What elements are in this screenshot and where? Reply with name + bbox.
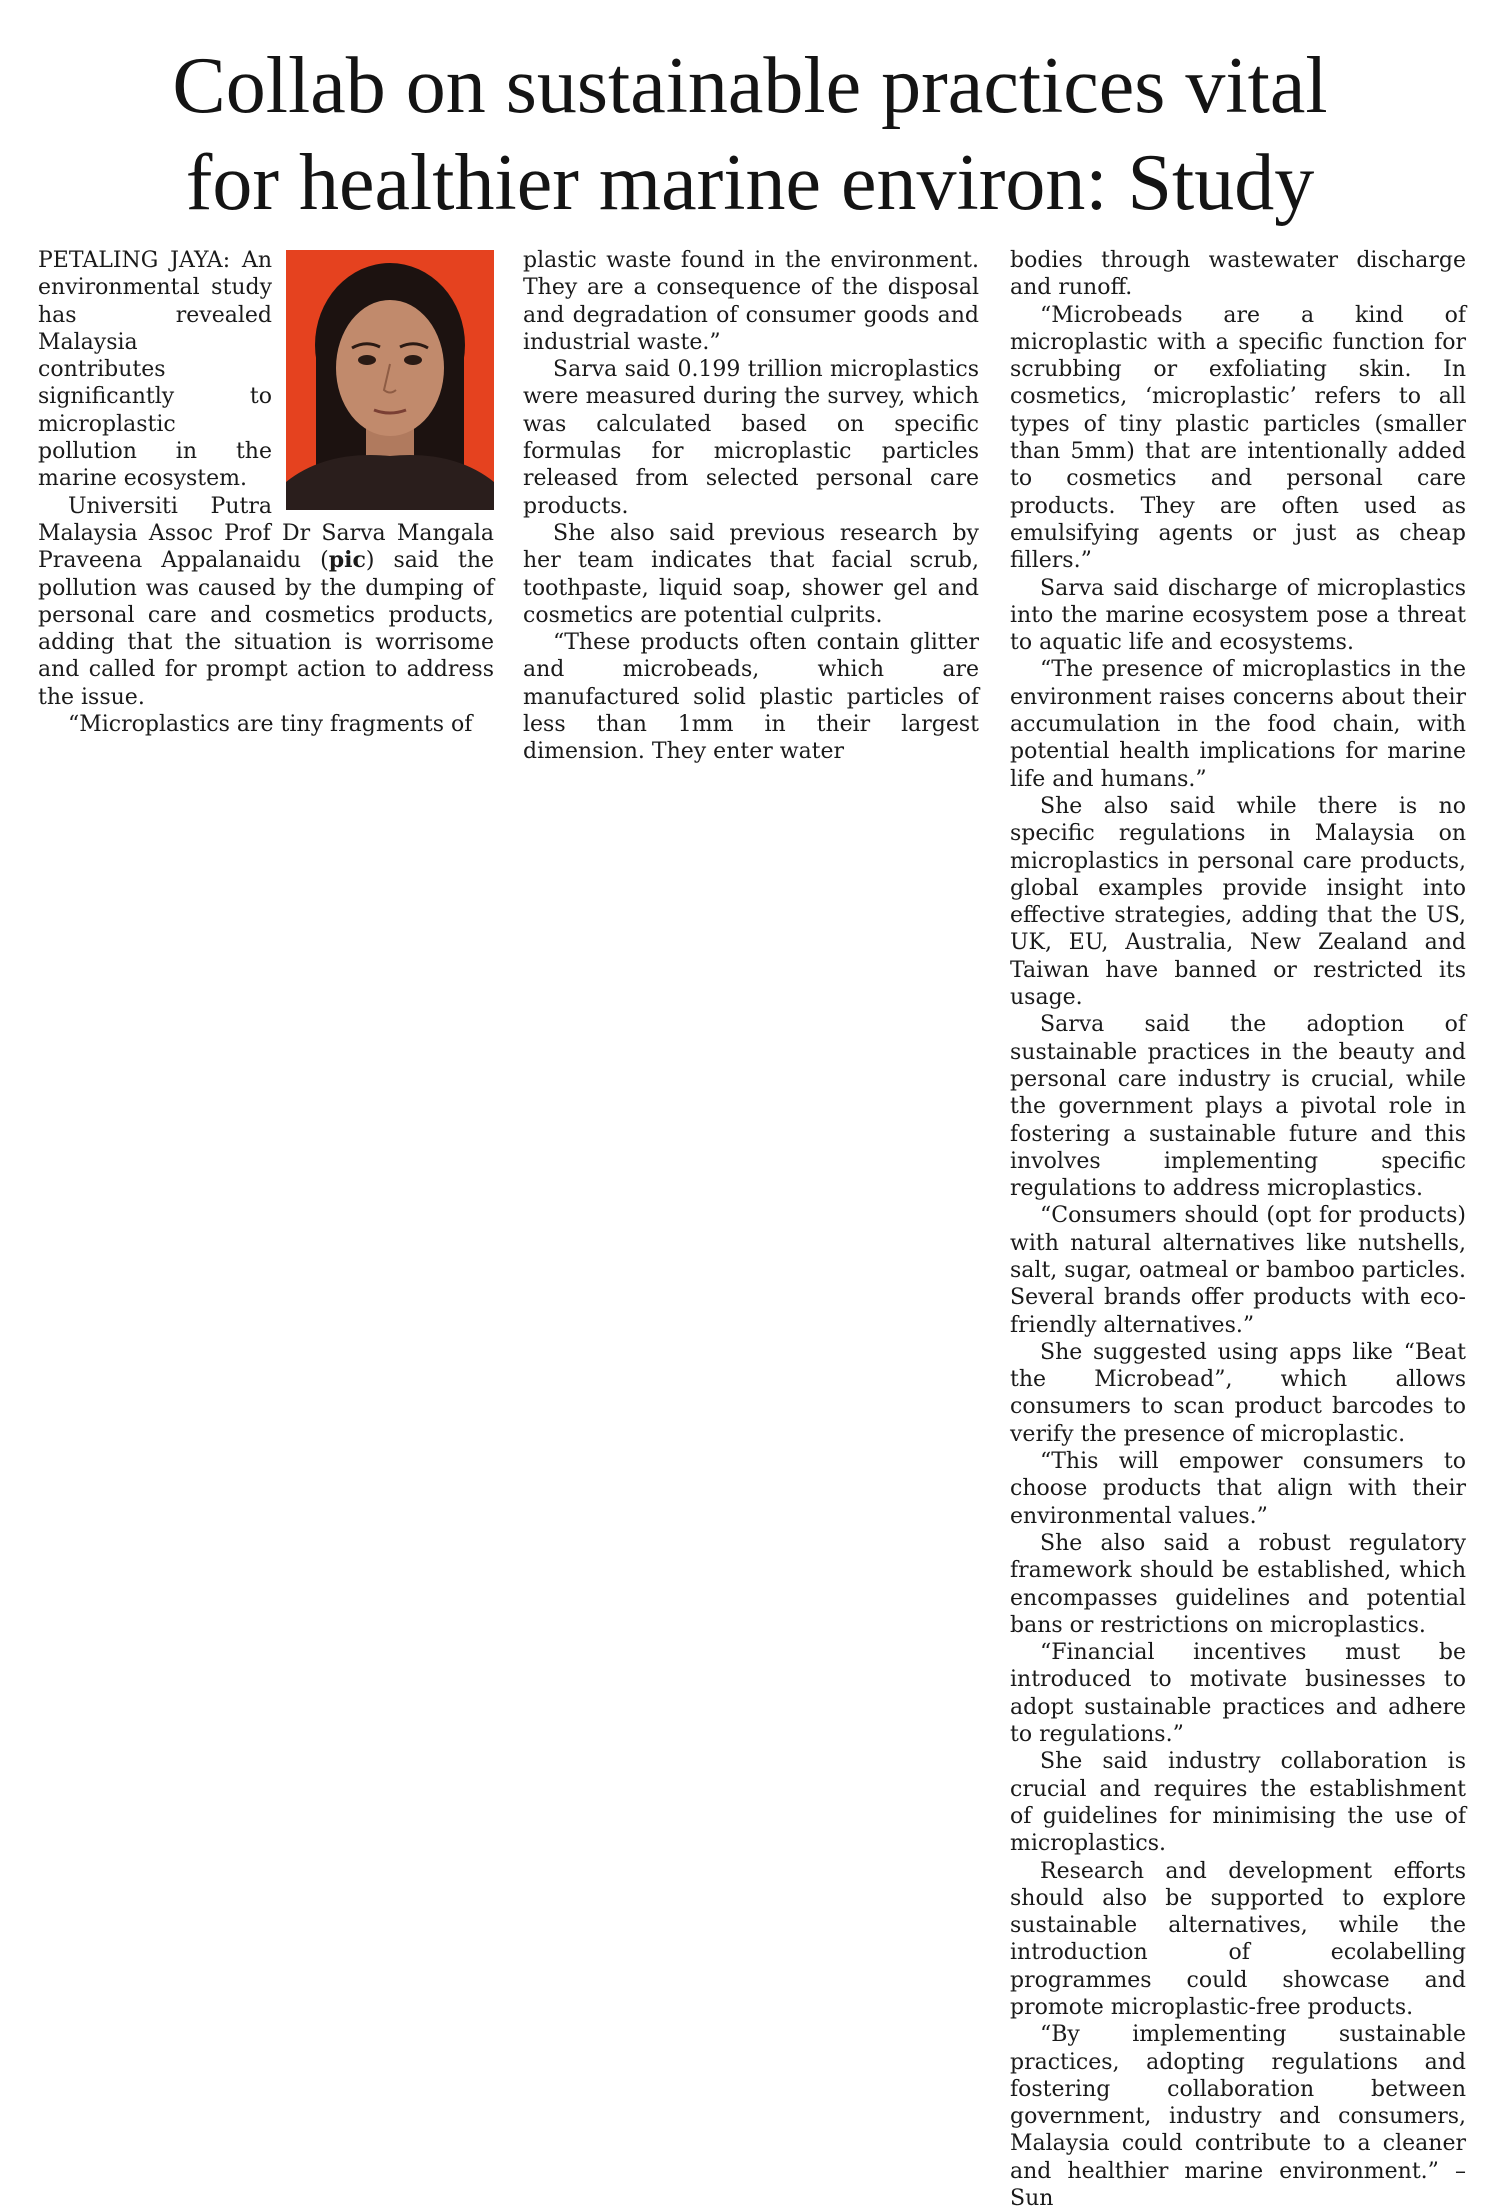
paragraph: “Microbeads are a kind of microplastic with a specific function for scrubbing or exfoliating skin. In cosmetics, ‘microplastic’ refers to all types of tiny plastic particles (smaller than 5mm) that are intentionally added to cosmetics and personal care products. They are often used as emulsifying agents or just as cheap fillers.” — [1010, 302, 1466, 574]
paragraph: “These products often contain glitter and microbeads, which are manufactured solid plastic particles of less than 1mm in their largest dimension. They enter water — [523, 630, 979, 765]
paragraph: “The presence of microplastics in the environment raises concerns about their accumulation in the food chain, with potential health implications for marine life and humans.” — [1010, 657, 1466, 792]
headline — [60, 38, 1440, 232]
text-run: ) said the pollution was caused by the dumping of personal care and cosmetics products, adding that the situation is worrisome and called for prompt action to address the issue. — [38, 548, 495, 710]
paragraph: Research and development efforts should also be supported to explore sustainable alternatives, while the introduction of ecolabelling programmes could showcase and promote microplastic-free products. — [1010, 1858, 1466, 2020]
paragraph: She also said a robust regulatory framework should be established, which encompasses guidelines and potential bans or restrictions on microplastics. — [1010, 1530, 1466, 1638]
paragraph: bodies through wastewater discharge and runoff. — [1010, 248, 1466, 301]
portrait-image — [286, 250, 494, 510]
headline-line-2: for healthier marine environ: Study — [185, 139, 1315, 227]
paragraph — [38, 493, 494, 711]
paragraph: Sarva said discharge of microplastics into the marine ecosystem pose a threat to aquatic life and ecosystems. — [1010, 575, 1466, 656]
paragraph: She said industry collaboration is crucial and requires the establishment of guidelines for minimising the use of microplastics. — [1010, 1749, 1466, 1857]
paragraph: Sarva said the adoption of sustainable practices in the beauty and personal care industry is crucial, while the government plays a pivotal role in fostering a sustainable future and this involves implementing specific regulations to address microplastics. — [1010, 1012, 1466, 1202]
paragraph: “By implementing sustainable practices, adopting regulations and fostering collaboration between government, industry and consumers, Malaysia could contribute to a cleaner and healthier marine environment.” – Sun — [1010, 2022, 1466, 2212]
portrait-photo — [286, 250, 494, 510]
paragraph: PETALING JAYA: An environmental study has revealed Malaysia contributes significantly to microplastic pollution in the marine ecosystem. — [38, 248, 272, 492]
article-column-3 — [1010, 247, 1466, 2212]
article-column-1 — [38, 247, 494, 738]
paragraph: “This will empower consumers to choose products that align with their environmental values.” — [1010, 1449, 1466, 1529]
text-run: Universiti Putra Malaysia Assoc Prof Dr Sarva Mangala Praveena Appalanaidu ( — [38, 493, 494, 574]
paragraph: She suggested using apps like “Beat the Microbead”, which allows consumers to scan product barcodes to verify the presence of microplastic. — [1010, 1339, 1466, 1447]
paragraph: “Financial incentives must be introduced to motivate businesses to adopt sustainable practices and adhere to regulations.” — [1010, 1640, 1466, 1748]
paragraph: plastic waste found in the environment. They are a consequence of the disposal and degradation of consumer goods and industrial waste.” — [523, 248, 979, 355]
article-column-2 — [523, 247, 979, 766]
paragraph: “Microplastics are tiny fragments of — [68, 712, 473, 738]
paragraph: She also said while there is no specific regulations in Malaysia on microplastics in personal care products, global examples provide insight into effective strategies, adding that the US, UK, EU, Australia, New Zealand and Taiwan have banned or restricted its usage. — [1010, 793, 1466, 1011]
headline-line-1: Collab on sustainable practices vital — [172, 42, 1328, 130]
paragraph: “Consumers should (opt for products) with natural alternatives like nutshells, salt, sugar, oatmeal or bamboo particles. Several brands offer products with eco-friendly alternatives.” — [1010, 1203, 1466, 1338]
paragraph: She also said previous research by her team indicates that facial scrub, toothpaste, liquid soap, shower gel and cosmetics are potential culprits. — [523, 520, 979, 628]
bold-text-run: pic — [328, 547, 366, 574]
paragraph: Sarva said 0.199 trillion microplastics were measured during the survey, which was calculated based on specific formulas for microplastic particles released from selected personal care products. — [523, 357, 979, 519]
